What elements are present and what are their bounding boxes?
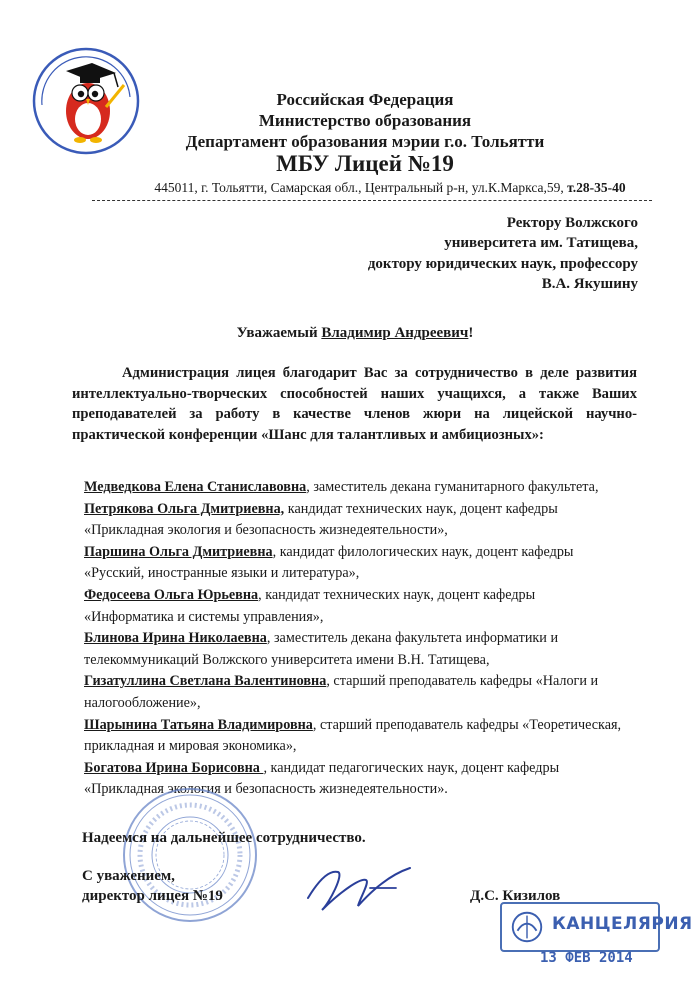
office-stamp-frame <box>500 902 693 952</box>
recipient-line-2: университета им. Татищева, <box>444 235 638 251</box>
owl-logo-icon <box>30 45 142 157</box>
header-country: Российская Федерация <box>276 90 454 109</box>
office-stamp-label: КАНЦЕЛЯРИЯ <box>552 914 693 934</box>
salutation-suffix: ! <box>468 325 474 341</box>
header-address <box>110 180 670 196</box>
member-name: Богатова Ирина Борисовна <box>84 759 264 776</box>
recipient-line-1: Ректору Волжского <box>506 215 638 231</box>
list-item <box>84 477 624 499</box>
member-name: Петрякова Ольга Дмитриевна, <box>84 500 285 517</box>
list-item <box>84 585 624 628</box>
salutation-prefix: Уважаемый <box>236 325 322 341</box>
list-item <box>84 542 624 585</box>
salutation <box>90 325 620 342</box>
header-department: Департамент образования мэрии г.о. Тольятти <box>185 132 545 151</box>
header-school: МБУ Лицей №19 <box>276 151 454 176</box>
member-role: , заместитель декана гуманитарного факультета, <box>306 479 599 495</box>
member-name: Паршина Ольга Дмитриевна <box>84 543 273 560</box>
intro-paragraph: Администрация лицея благодарит Вас за сотрудничество в деле развития интеллектуально-творческих способностей наших учащихся, а также Ваших преподавателей за работу в качестве членов жюри на лицейской научно-практической конференции «Шанс для талантливых и амбициозных»: <box>72 365 637 443</box>
office-stamp <box>500 902 693 968</box>
header-ministry: Министерство образования <box>258 111 472 130</box>
member-role: , заместитель декана факультета информатики и телекоммуникаций Волжского университета имени В.Н. Татищева, <box>84 630 559 668</box>
salutation-name: Владимир Андреевич <box>321 325 469 341</box>
member-name: Медведкова Елена Станиславовна <box>84 479 307 495</box>
member-role: , кандидат педагогических наук, доцент кафедры «Прикладная экология и безопасность жизнедеятельности». <box>84 759 560 798</box>
member-role: кандидат технических наук, доцент кафедры «Прикладная экология и безопасность жизнедеятельности», <box>84 500 558 539</box>
member-role: , кандидат технических наук, доцент кафедры «Информатика и системы управления», <box>84 586 536 625</box>
member-role: , старший преподаватель кафедры «Налоги и налогообложение», <box>84 673 599 711</box>
list-item <box>84 628 624 671</box>
list-item <box>84 499 624 542</box>
signature-icon <box>300 858 440 918</box>
office-stamp-date: 13 ФЕВ 2014 <box>540 950 633 966</box>
member-name: Федосеева Ольга Юрьевна <box>84 586 259 603</box>
address-text: 445011, г. Тольятти, Самарская обл., Центральный р-н, ул.К.Маркса,59, <box>154 180 568 195</box>
recipient-line-3: доктору юридических наук, профессору <box>367 256 638 272</box>
member-role: , кандидат филологических наук, доцент кафедры «Русский, иностранные языки и литература», <box>84 543 574 582</box>
member-name: Блинова Ирина Николаевна <box>84 630 267 647</box>
emblem-icon <box>508 908 546 946</box>
member-role: , старший преподаватель кафедры «Теоретическая, прикладная и мировая экономика», <box>84 716 622 755</box>
closing-position: директор лицея №19 <box>82 888 223 904</box>
closing-hope: Надеемся на дальнейшее сотрудничество. <box>82 830 366 846</box>
address-phone: т.28-35-40 <box>567 180 626 195</box>
list-item <box>84 671 624 714</box>
member-name: Гизатуллина Светлана Валентиновна <box>84 673 327 690</box>
closing-regards: С уважением, <box>82 868 175 884</box>
header-divider <box>92 200 652 201</box>
recipient-line-4: В.А. Якушину <box>541 276 638 292</box>
jury-members-list <box>84 477 624 801</box>
list-item <box>84 715 624 758</box>
member-name: Шарынина Татьяна Владимировна <box>84 716 313 733</box>
closing-signer: Д.С. Кизилов <box>470 888 561 904</box>
